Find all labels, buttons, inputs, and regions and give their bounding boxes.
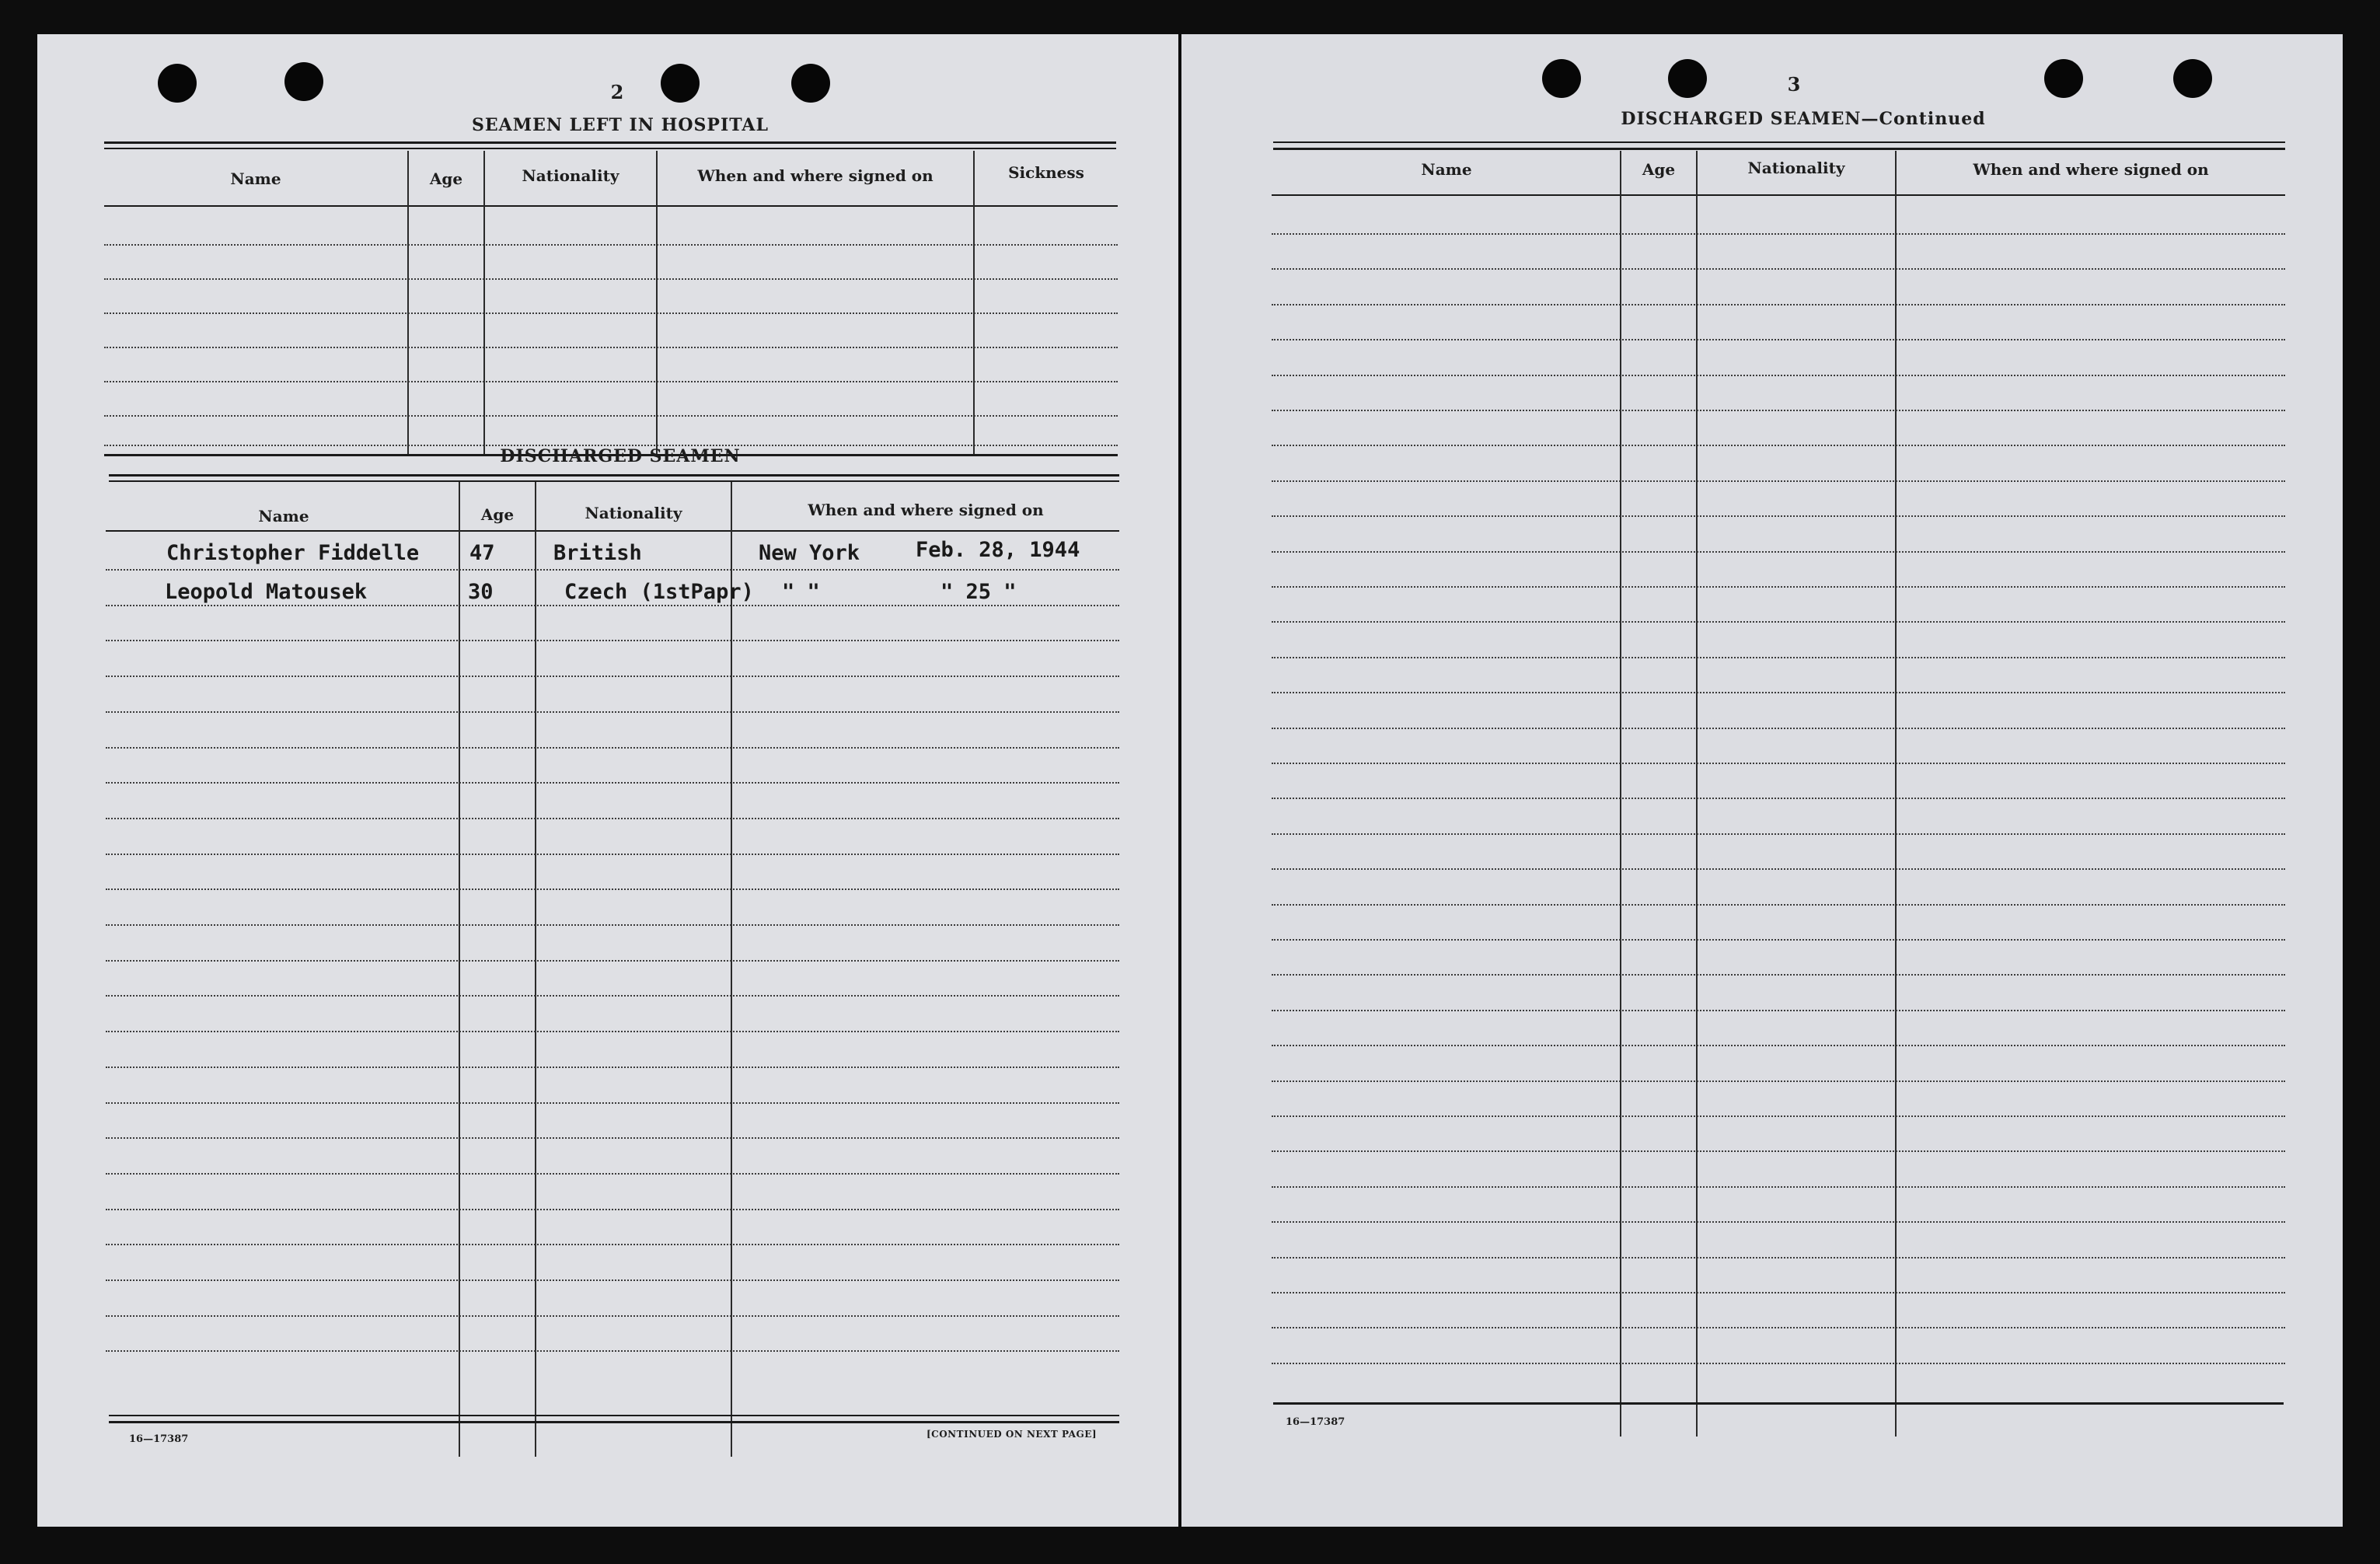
ruled-line: [106, 676, 1119, 677]
ruled-line: [1272, 304, 2285, 305]
discharged-row-2-date: " 25 ": [940, 580, 1017, 604]
page-number: 2: [610, 81, 624, 103]
ruled-line: [1272, 410, 2285, 411]
ruled-line: [1272, 268, 2285, 270]
ruled-line: [1272, 1150, 2285, 1152]
ruled-line: [106, 569, 1119, 571]
ruled-line: [106, 1315, 1119, 1317]
hospital-col-name: Name: [230, 169, 281, 188]
ruled-line: [106, 1102, 1119, 1104]
binder-hole: [661, 64, 700, 103]
right-page: [1181, 34, 2343, 1527]
ruled-line: [106, 960, 1119, 962]
ruled-line: [1272, 763, 2285, 764]
ruled-line: [106, 1279, 1119, 1281]
discharged-col-nationality: Nationality: [585, 504, 682, 522]
discharged-row-1-age: 47: [469, 541, 495, 565]
discharged-col-signed-on: When and where signed on: [808, 501, 1044, 519]
ruled-line: [106, 1244, 1119, 1245]
ruled-line: [1272, 1080, 2285, 1082]
continued-col-age: Age: [1642, 160, 1676, 179]
ruled-line: [1272, 1292, 2285, 1293]
ruled-line: [106, 1067, 1119, 1068]
hospital-col-nationality: Nationality: [522, 166, 619, 185]
hospital-section-title: SEAMEN LEFT IN HOSPITAL: [472, 115, 769, 135]
ruled-line: [106, 640, 1119, 641]
discharged-row-1-nationality: British: [553, 541, 642, 565]
ruled-line: [1272, 657, 2285, 658]
ruled-line: [1272, 728, 2285, 729]
discharged-col-age: Age: [480, 505, 515, 524]
discharged-row-2-place: " ": [782, 580, 820, 604]
ruled-line: [1272, 1115, 2285, 1117]
ruled-line: [106, 1137, 1119, 1139]
continued-note: [CONTINUED ON NEXT PAGE]: [927, 1429, 1098, 1440]
ruled-line: [1272, 480, 2285, 482]
ruled-line: [1272, 1010, 2285, 1011]
ruled-line: [106, 888, 1119, 890]
discharged-row-2-name: Leopold Matousek: [165, 580, 368, 604]
ruled-line: [1272, 833, 2285, 835]
discharged-row-2-nationality: Czech (1stPapr): [564, 580, 754, 604]
discharged-col-name: Name: [258, 507, 309, 525]
discharged-row-1-place: New York: [759, 541, 860, 565]
form-code: 16—17387: [129, 1433, 189, 1445]
ruled-line: [1272, 1327, 2285, 1328]
ruled-line: [1272, 586, 2285, 588]
page-number: 3: [1787, 73, 1801, 96]
left-page: [37, 34, 1178, 1527]
ruled-line: [106, 1031, 1119, 1032]
ruled-line: [106, 818, 1119, 819]
ruled-line: [1272, 375, 2285, 376]
continued-col-signed-on: When and where signed on: [1973, 160, 2209, 179]
ruled-line: [1272, 1257, 2285, 1259]
continued-col-name: Name: [1421, 160, 1472, 179]
ruled-line: [1272, 445, 2285, 446]
ruled-line: [106, 747, 1119, 749]
hospital-col-signed-on: When and where signed on: [697, 166, 934, 185]
ruled-line: [1272, 551, 2285, 553]
binder-hole: [158, 64, 197, 103]
ruled-line: [106, 782, 1119, 784]
ruled-line: [106, 995, 1119, 997]
ruled-line: [1272, 1045, 2285, 1046]
ruled-line: [1272, 515, 2285, 517]
discharged-section-title: DISCHARGED SEAMEN: [500, 446, 741, 466]
ruled-line: [106, 854, 1119, 855]
binder-hole: [2044, 59, 2083, 98]
hospital-col-age: Age: [429, 169, 463, 188]
continued-col-nationality: Nationality: [1747, 159, 1845, 177]
discharged-row-1-name: Christopher Fiddelle: [166, 541, 420, 565]
hospital-col-sickness: Sickness: [1008, 163, 1084, 182]
ruled-line: [106, 605, 1119, 606]
ruled-line: [1272, 1363, 2285, 1364]
ruled-line: [1272, 233, 2285, 235]
ruled-line: [1272, 339, 2285, 340]
ruled-line: [1272, 798, 2285, 799]
binder-hole: [284, 62, 323, 101]
ruled-line: [106, 1209, 1119, 1210]
form-code: 16—17387: [1286, 1416, 1345, 1428]
ruled-line: [1272, 621, 2285, 623]
binder-hole: [1542, 59, 1581, 98]
ruled-line: [1272, 692, 2285, 693]
ruled-line: [1272, 974, 2285, 976]
binder-hole: [1668, 59, 1707, 98]
ruled-line: [1272, 868, 2285, 870]
ruled-line: [106, 711, 1119, 713]
discharged-continued-title: DISCHARGED SEAMEN—Continued: [1621, 109, 1986, 129]
ruled-line: [106, 1173, 1119, 1175]
ruled-line: [1272, 1221, 2285, 1223]
ruled-line: [1272, 1186, 2285, 1188]
ruled-line: [106, 1350, 1119, 1352]
discharged-row-1-date: Feb. 28, 1944: [916, 538, 1080, 562]
ruled-line: [1272, 904, 2285, 906]
binder-hole: [2173, 59, 2212, 98]
discharged-row-2-age: 30: [468, 580, 494, 604]
binder-hole: [791, 64, 830, 103]
ruled-line: [1272, 939, 2285, 941]
ruled-line: [106, 924, 1119, 926]
